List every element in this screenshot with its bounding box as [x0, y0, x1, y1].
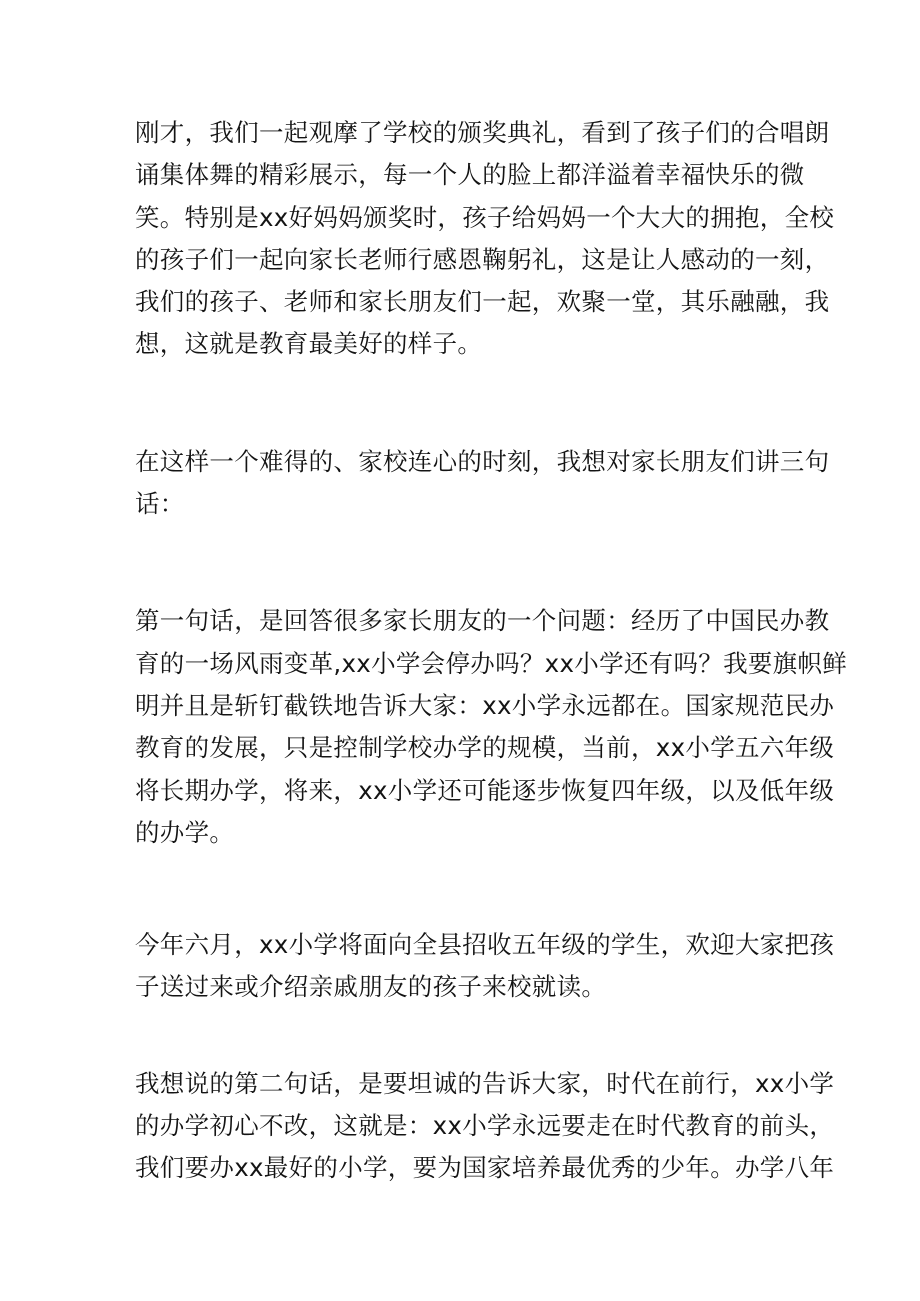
paragraph-line: 的办学初心不改，这就是：xx小学永远要走在时代教育的前头，	[135, 1111, 835, 1141]
paragraph-gap	[135, 854, 795, 924]
paragraph-gap	[135, 366, 795, 441]
paragraph-gap	[135, 1009, 795, 1063]
paragraph-line: 刚才，我们一起观摩了学校的颁奖典礼，看到了孩子们的合唱朗	[135, 118, 830, 147]
paragraph-line: 育的一场风雨变革,xx小学会停办吗？xx小学还有吗？我要旗帜鲜	[135, 648, 848, 678]
paragraph-line: 第一句话，是回答很多家长朋友的一个问题：经历了中国民办教	[135, 606, 830, 636]
paragraph-line: 将长期办学，将来，xx小学还可能逐步恢复四年级，以及低年级	[135, 775, 835, 805]
paragraph-line: 的孩子们一起向家长老师行感恩鞠躬礼，这是让人感动的一刻，	[135, 244, 830, 274]
paragraph-enrollment	[135, 924, 835, 1009]
paragraph-line: 笑。特别是xx好妈妈颁奖时，孩子给妈妈一个大大的拥抱，全校	[135, 202, 835, 232]
paragraph-line: 诵集体舞的精彩展示，每一个人的脸上都洋溢着幸福快乐的微	[135, 160, 805, 190]
paragraph-line: 话：	[135, 489, 185, 519]
paragraph-three-sentences	[135, 441, 830, 526]
paragraph-line: 在这样一个难得的、家校连心的时刻，我想对家长朋友们讲三句	[135, 446, 830, 476]
document-body	[135, 112, 848, 1190]
paragraph-line: 的办学。	[135, 817, 235, 847]
paragraph-gap	[135, 525, 795, 600]
paragraph-line: 我们要办xx最好的小学，要为国家培养最优秀的少年。办学八年	[135, 1153, 835, 1183]
paragraph-line: 明并且是斩钉截铁地告诉大家：xx小学永远都在。国家规范民办	[135, 690, 835, 720]
paragraph-line: 我想说的第二句话，是要坦诚的告诉大家，时代在前行，xx小学	[135, 1068, 835, 1098]
paragraph-first-sentence	[135, 600, 848, 854]
paragraph-line: 我们的孩子、老师和家长朋友们一起，欢聚一堂，其乐融融，我	[135, 287, 830, 317]
paragraph-line: 今年六月，xx小学将面向全县招收五年级的学生，欢迎大家把孩	[135, 930, 835, 960]
paragraph-second-sentence	[135, 1063, 835, 1190]
paragraph-opening	[135, 112, 835, 366]
paragraph-line: 想，这就是教育最美好的样子。	[135, 329, 483, 359]
paragraph-line: 教育的发展，只是控制学校办学的规模，当前，xx小学五六年级	[135, 733, 835, 763]
paragraph-line: 子送过来或介绍亲戚朋友的孩子来校就读。	[135, 972, 607, 1002]
